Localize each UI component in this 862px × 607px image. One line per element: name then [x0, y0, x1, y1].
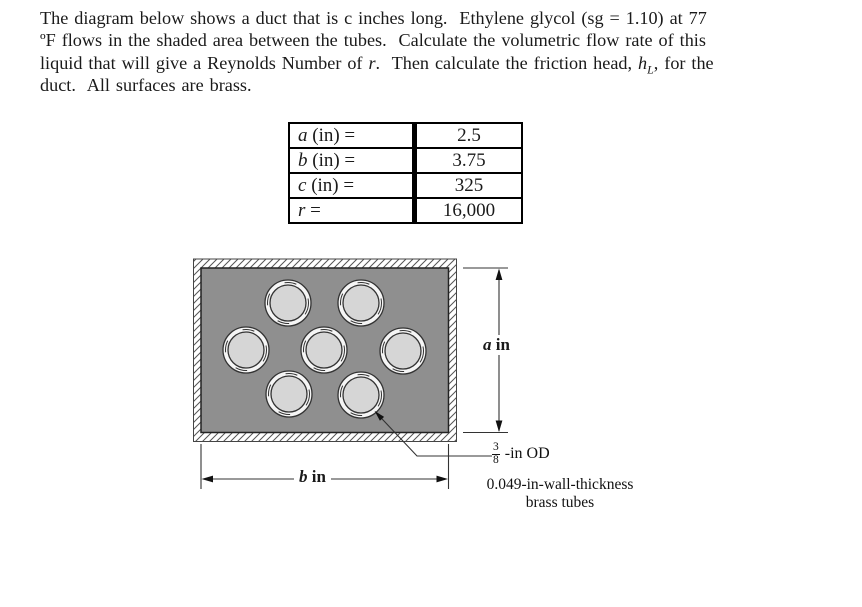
dim-b-label: b in: [294, 467, 331, 487]
problem-line-1: The diagram below shows a duct that is c inches long. Ethylene glycol (sg = 1.10) at 77: [40, 8, 707, 28]
param-r-value: 16,000: [415, 198, 523, 223]
fraction-three-eighths: $\frac{3}{8}$: [493, 441, 499, 466]
param-a-label: a (in) =: [289, 123, 415, 148]
od-suffix: -in OD: [504, 445, 550, 462]
variable-r: r: [368, 52, 376, 73]
tube-od-label: [492, 442, 550, 466]
tube: [266, 371, 312, 417]
tube-wall-label: [484, 476, 636, 511]
param-b-value: 3.75: [415, 148, 523, 173]
tube: [265, 280, 311, 326]
param-c-value: 325: [415, 173, 523, 198]
arrowhead-up: [496, 269, 503, 281]
tube: [338, 280, 384, 326]
param-b-label: b (in) =: [289, 148, 415, 173]
param-a-value: 2.5: [415, 123, 523, 148]
problem-line-3: liquid that will give a Reynolds Number of r. Then calculate the friction head, $h_L$, for the: [40, 52, 714, 77]
tube: [338, 372, 384, 418]
problem-line-4: duct. All surfaces are brass.: [40, 74, 252, 95]
arrowhead-left: [202, 476, 214, 483]
tube: [380, 328, 426, 374]
wall-thickness-text: 0.049-in-wall-thickness: [486, 476, 634, 493]
param-r-label: r =: [289, 198, 415, 223]
dim-a-label: a in: [478, 335, 515, 355]
arrowhead-right: [437, 476, 449, 483]
variable-hL: h: [637, 52, 648, 73]
tube: [223, 327, 269, 373]
tube: [301, 327, 347, 373]
problem-line-2: ºF flows in the shaded area between the tubes. Calculate the volumetric flow rate of this: [40, 30, 706, 51]
tube-material-text: brass tubes: [525, 493, 595, 511]
arrowhead-down: [496, 421, 503, 433]
param-c-label: c (in) =: [289, 173, 415, 198]
